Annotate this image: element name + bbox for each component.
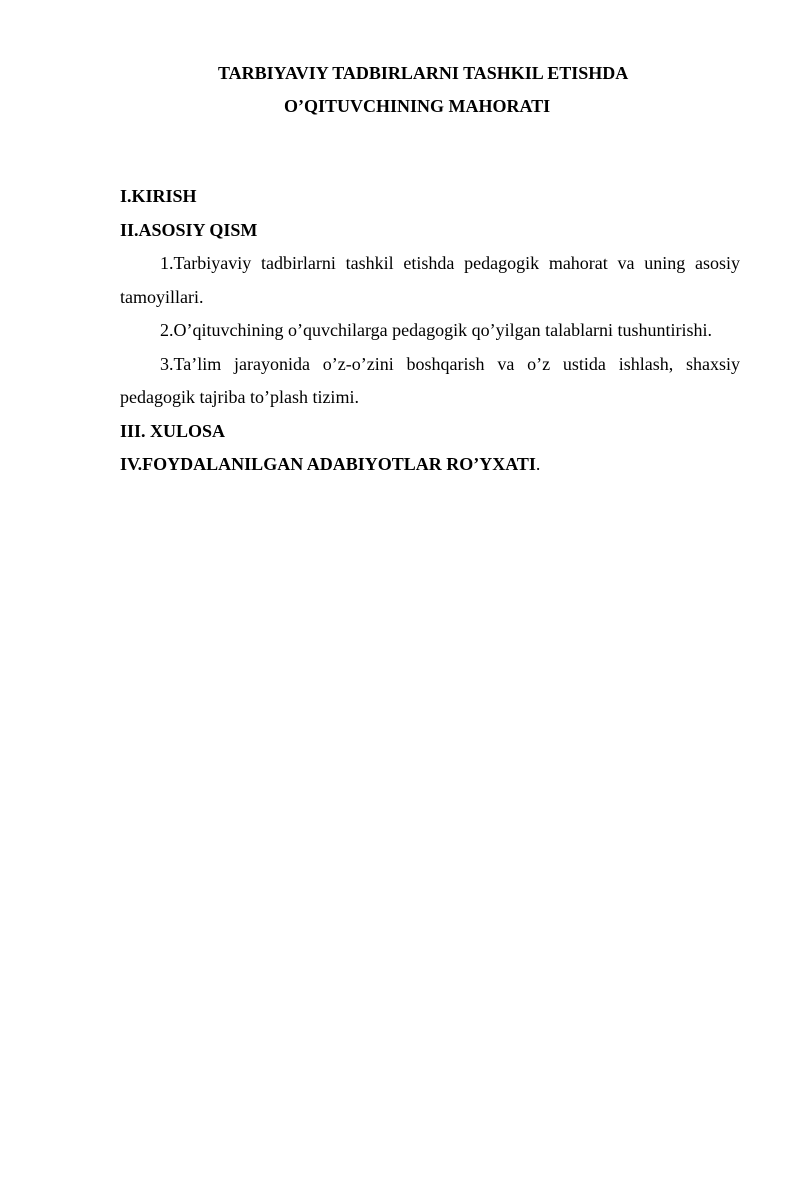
document-title-line-1: TARBIYAVIY TADBIRLARNI TASHKIL ETISHDA bbox=[218, 63, 629, 83]
main-item-2: 2.O’qituvchining o’quvchilarga pedagogik qo’yilgan talablarni tushuntirishi. bbox=[160, 320, 713, 340]
section-references-period: . bbox=[535, 454, 541, 474]
section-conclusion-heading: III. XULOSA bbox=[120, 420, 226, 441]
main-item-3: 3.Ta’lim jarayonida o’z-o’zini boshqarish va o’z ustida ishlash, shaxsiy pedagogik tajriba to’plash tizimi. bbox=[120, 353, 740, 407]
document-title-line-2: O’QITUVCHINING MAHORATI bbox=[284, 96, 551, 116]
section-references-heading bbox=[120, 448, 740, 482]
main-item-1: 1.Tarbiyaviy tadbirlarni tashkil etishda pedagogik mahorat va uning asosiy tamoyillari. bbox=[120, 253, 740, 307]
section-references-label: IV.FOYDALANILGAN ADABIYOTLAR RO’YXATI bbox=[120, 454, 536, 474]
section-main-heading: II.ASOSIY QISM bbox=[120, 219, 258, 240]
table-of-contents bbox=[120, 180, 740, 482]
section-intro-heading: I.KIRISH bbox=[120, 186, 197, 206]
